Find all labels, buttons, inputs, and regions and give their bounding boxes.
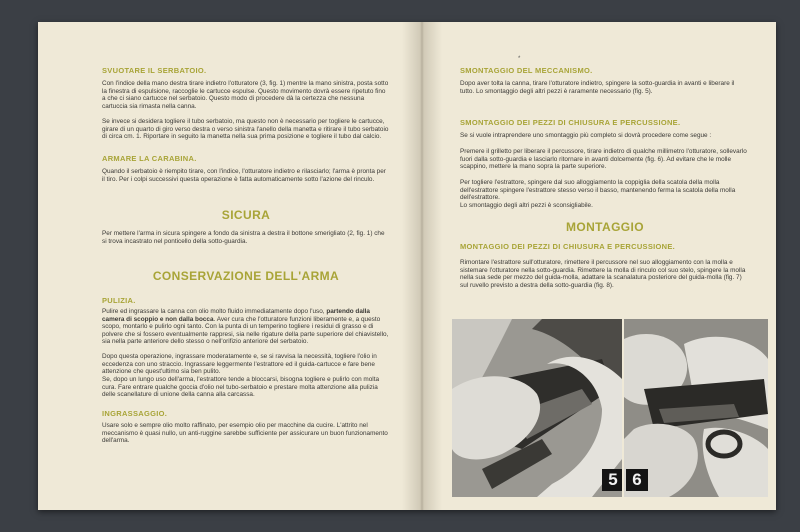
heading-conservazione: CONSERVAZIONE DELL'ARMA	[152, 269, 340, 283]
right-page	[422, 22, 776, 510]
para-pulizia-1	[102, 308, 390, 346]
heading-montaggio-pezzi: MONTAGGIO DEI PEZZI DI CHIUSURA E PERCUSSIONE.	[460, 242, 676, 251]
photo-fig-5	[452, 319, 622, 497]
left-page	[38, 22, 422, 510]
para-svuotare-1: Con l'indice della mano destra tirare indietro l'otturatore (3, fig. 1) mentre la mano sinistra, posta sotto la finestra di espulsione, raccoglie le cartucce espulse. Questo movimento dovrà essere ripetuto fino a che ci siano cartucce nel serbatoio. Questo modo di procedere dà la certezza che nessuna cartuccia sia rimasta nella canna.	[102, 80, 389, 110]
para-armare: Quando il serbatoio è riempito tirare, con l'indice, l'otturatore indietro e rilasciarlo; l'arma è pronta per il tiro. Per i colpi successivi questa operazione è fatta automaticamente sotto l'azione del rinculo.	[102, 168, 386, 183]
heading-smontaggio-meccanismo: SMONTAGGIO DEL MECCANISMO.	[460, 66, 593, 75]
para-svuotare-2: Se invece si desidera togliere il tubo serbatoio, ma questo non è necessario per togliere le cartucce, girare di un quarto di giro verso destra o verso sinistra l'anello della manetta e ritirare il tubo serbatoio di circa cm. 1. Riportare in seguito la manetta nella sua prima posizione e togliere il tubo dal calcio.	[102, 118, 389, 141]
pulizia-text-bold: partendo dalla camera di scoppio e non dalla bocca	[102, 308, 370, 323]
figure-number-5: 5	[602, 469, 622, 491]
para-sicura: Per mettere l'arma in sicura spingere a fondo da sinistra a destra il bottone smerigliato (2, fig. 1) che si trova incastrato nel ponticello della sotto-guardia.	[102, 230, 385, 245]
para-pulizia-3: Se, dopo un lungo uso dell'arma, l'estrattore tende a bloccarsi, bisogna togliere e pulirlo con molta cura. Fare entrare qualche goccia d'olio nel tubo-serbatoio e prestare molta attenzione alla pulizia delle scanellature di unione della canna alla carcassa.	[102, 376, 380, 399]
para-smontaggio-2: Premere il grilletto per liberare il percussore, tirare indietro di qualche millimetro l'otturatore, sollevarlo fuori dalla sotto-guardia e lasciarlo ritornare in avanti dolcemente (fig. 6). Ad evitare che le molle scappino, mettere la mano sopra la parte superiore.	[460, 148, 747, 171]
heading-svuotare: SVUOTARE IL SERBATOIO.	[102, 66, 207, 75]
booklet-spread	[38, 22, 776, 510]
heading-ingrassaggio: INGRASSAGGIO.	[102, 409, 168, 418]
heading-smontaggio-pezzi: SMONTAGGIO DEI PEZZI DI CHIUSURA E PERCUSSIONE.	[460, 118, 681, 127]
para-smontaggio-3: Per togliere l'estrattore, spingere dal suo alloggiamento la coppiglia della scatola della molla dell'estrattore spingere l'estrattore stesso verso il basso, mantenendo ferma la scatola della molla dell'estrattore.	[460, 179, 736, 202]
heading-pulizia: PULIZIA.	[102, 296, 136, 305]
figure-number-6: 6	[626, 469, 648, 491]
page-mark: *	[518, 56, 521, 62]
heading-montaggio: MONTAGGIO	[565, 220, 645, 234]
photo-fig-6	[624, 319, 768, 497]
pulizia-text-a: Pulire ed ingrassare la canna con olio molto fluido immediatamente dopo l'uso,	[102, 308, 327, 315]
para-smontaggio-1: Se si vuole intraprendere uno smontaggio più completo si dovrà procedere come segue :	[460, 132, 712, 139]
heading-sicura: SICURA	[221, 208, 271, 222]
para-smontaggio-meccanismo: Dopo aver tolta la canna, tirare l'otturatore indietro, spingere la sotto-guardia in avanti e liberare il tutto. Lo smontaggio degli altri pezzi è raramente necessario (fig. 5).	[460, 80, 735, 95]
para-ingrassaggio: Usare solo e sempre olio molto raffinato, per esempio olio per macchine da cucire. L'attrito nel meccanismo è quasi nullo, un anti-ruggine sarebbe sufficiente per assicurare un buon funzionamento dell'arma.	[102, 422, 388, 445]
para-pulizia-2: Dopo questa operazione, ingrassare moderatamente e, se si ravvisa la necessità, togliere l'olio in eccedenza con uno straccio. Ingrassare leggermente l'estrattore ed il guida-cartucce e fare bene attenzione che quest'ultimo sia ben pulito.	[102, 353, 377, 376]
heading-armare: ARMARE LA CARABINA.	[102, 154, 197, 163]
pulizia-text-b: . Aver cura che l'otturatore funzioni liberamente e, a questo scopo, montarlo e pulirlo ogni tanto. Con la punta di un temperino togliere i residui di grasso e di polvere che si fossero eventualmente rappresi, sia nelle rigature della parte superiore del chiavistello, sia nella parte anteriore dello stesso o nell'orifizio anteriore del serbatoio.	[102, 315, 389, 346]
para-smontaggio-4: Lo smontaggio degli altri pezzi è sconsigliabile.	[460, 202, 593, 209]
para-montaggio: Rimontare l'estrattore sull'otturatore, rimettere il percussore nel suo alloggiamento con la molla e sistemare l'otturatore nella sotto-guardia. Rimettere la molla di rinculo col suo stelo, spingere la molla nella sua sede per mezzo del guida-molla, adattare la scanalatura posteriore del guida-molla (fig. 7) sul ruvello previsto a destra della sotto-guardia (fig. 8).	[460, 259, 746, 289]
